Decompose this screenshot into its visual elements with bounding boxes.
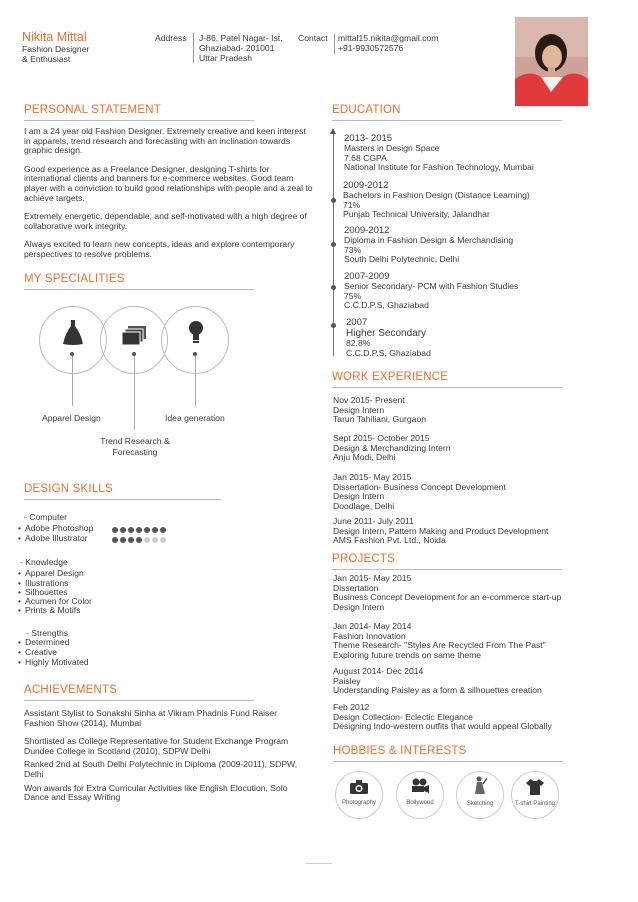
work-line: Dissertation- Business Concept Development	[333, 481, 506, 492]
education-entry	[346, 317, 431, 358]
rating-dot-empty	[144, 537, 150, 543]
address-label: Address	[155, 33, 187, 43]
work-line: Design Intern, Pattern Making and Product Development	[333, 525, 549, 536]
education-entry	[344, 133, 534, 173]
work-line: Nov 2015- Present	[333, 395, 405, 405]
education-line: South Delhi Polytechnic, Delhi	[344, 254, 460, 265]
address-block	[199, 33, 283, 63]
connector-line	[134, 356, 135, 430]
section-rule	[332, 120, 562, 121]
rating-dot-filled	[128, 527, 134, 533]
project-line: August 2014- Dec 2014	[333, 666, 424, 676]
strength-item: • Highly Motivated	[18, 657, 89, 667]
timeline-dot	[331, 285, 336, 290]
work-line: Sept 2015- October 2015	[333, 433, 430, 443]
contact-phone[interactable]: +91-9930572576	[338, 43, 404, 53]
education-line: 71%	[343, 199, 361, 210]
education-line: Punjab Technical University, Jalandhar	[343, 209, 490, 220]
project-entry	[333, 574, 561, 612]
timeline-dot	[331, 242, 336, 247]
sketching-icon	[473, 776, 487, 798]
profile-photo	[515, 17, 588, 106]
footer-rule	[306, 863, 332, 864]
skill-group-label: - Computer	[24, 512, 67, 522]
design-skills-title: DESIGN SKILLS	[24, 483, 113, 495]
camera-icon	[350, 780, 368, 796]
rating-dot-filled	[112, 537, 118, 543]
work-line: Doodlage, Delhi	[333, 500, 395, 511]
achievement-item: Assistant Stylist to Sonakshi Sinha at Vikram Phadnis Fund Raiser Fashion Show (2014), Mumbai	[24, 708, 277, 728]
work-experience-title: WORK EXPERIENCE	[332, 371, 449, 383]
skill-group-label: - Strengths	[26, 628, 69, 638]
address-line: Ghaziabad- 201001	[199, 43, 275, 53]
education-entry	[343, 180, 530, 220]
project-line: Exploring future trends on same theme	[333, 649, 482, 660]
speciality-label-idea: Idea generation	[165, 413, 225, 423]
rating-dot-filled	[160, 527, 166, 533]
education-entry	[344, 225, 513, 265]
work-line: June 2011- July 2011	[333, 516, 414, 526]
education-year: 2007-2009	[344, 271, 390, 282]
movie-camera-icon	[411, 778, 429, 796]
work-line: Design & Merchandizing Intern	[333, 442, 451, 453]
project-line: Feb 2012	[333, 702, 370, 712]
strength-item: • Creative	[18, 647, 57, 657]
rating-dot-filled	[136, 537, 142, 543]
knowledge-item: • Prints & Motifs	[18, 605, 80, 615]
timeline-arrow-icon	[330, 128, 336, 134]
education-line: Higher Secondary	[346, 328, 427, 339]
speciality-label-apparel: Apparel Design	[42, 413, 101, 423]
work-line: Jan 2015- May 2015	[333, 472, 412, 482]
contact-email[interactable]: mittal15.nikita@gmail.com	[338, 33, 439, 43]
project-entry	[333, 667, 542, 696]
rating-dot-filled	[120, 537, 126, 543]
statement-paragraph: Extremely energetic, dependable, and self-motivated with a high degree of collaborative work integrity.	[24, 211, 307, 231]
project-line: Designing Indo-western outfits that would appeal Globally	[333, 721, 552, 732]
project-entry	[333, 703, 552, 732]
education-year: 2009-2012	[344, 225, 390, 236]
knowledge-item: • Illustrations	[18, 578, 68, 588]
personal-statement-body	[24, 127, 314, 269]
section-rule	[332, 569, 562, 570]
skill-rating-photoshop	[112, 525, 168, 535]
candidate-name: Nikita Mittal	[22, 30, 87, 44]
statement-paragraph: Good experience as a Freelance Designer, designing T-shirts for international clients and banners for e-commerce websites. Good team player with a conviction to build good relationships with people and a zeal to achieve targets.	[24, 163, 313, 203]
hobby-label: Bollywood	[406, 800, 434, 806]
education-year: 2009-2012	[343, 180, 389, 191]
rating-dot-filled	[128, 537, 134, 543]
rating-dot-filled	[112, 527, 118, 533]
education-title: EDUCATION	[332, 104, 401, 116]
project-line: Design Intern	[333, 601, 385, 612]
section-rule	[332, 387, 562, 388]
skill-group-label: - Knowledge	[20, 557, 68, 567]
project-line: Fashion Innovation	[333, 630, 406, 641]
skill-name: • Adobe Illustrator	[18, 533, 88, 543]
education-line: C.C.D.P.S, Ghaziabad	[346, 347, 431, 358]
work-entry	[333, 396, 426, 425]
education-line: 7.68 CGPA	[344, 152, 387, 163]
section-rule	[333, 761, 563, 762]
achievement-item: Shortlisted as College Representative for Student Exchange Program Dundee College in Scotland (2010), SDPW Delhi	[24, 736, 289, 756]
work-entry	[333, 517, 548, 546]
education-line: C.C.D.P.S, Ghaziabad	[344, 300, 429, 311]
project-line: Business Concept Development for an e-commerce start-up	[333, 592, 562, 603]
knowledge-item: • Apparel Design	[18, 568, 84, 578]
education-line: 73%	[344, 244, 362, 255]
work-line: Design Intern	[333, 404, 385, 415]
section-rule	[24, 499, 221, 500]
hobby-label: T-shirt Painting	[514, 801, 556, 807]
rating-dot-filled	[136, 527, 142, 533]
specialities-title: MY SPECIALITIES	[24, 273, 125, 285]
project-line: Jan 2014- May 2014	[333, 621, 412, 631]
work-entry	[333, 473, 506, 511]
project-line: Dissertation	[333, 582, 379, 593]
skill-rating-illustrator	[112, 535, 168, 545]
address-line: J-86, Patel Nagar- Ist,	[199, 33, 283, 43]
dress-icon	[63, 320, 83, 348]
education-line: Masters in Design Space	[344, 143, 440, 153]
education-line: Diploma in Fashion Design & Merchandising	[344, 235, 514, 245]
section-rule	[24, 700, 254, 701]
contact-block	[338, 33, 438, 53]
layers-icon	[122, 326, 148, 348]
hobby-label: Photography	[341, 800, 377, 806]
statement-paragraph: Always excited to learn new concepts, ideas and explore contemporary perspectives to resolve problems.	[24, 239, 295, 259]
rating-dot-filled	[144, 527, 150, 533]
work-entry	[333, 434, 451, 463]
lightbulb-icon	[188, 320, 204, 346]
contact-divider	[334, 33, 335, 55]
rating-dot-filled	[120, 527, 126, 533]
project-line: Paisley	[333, 675, 361, 686]
knowledge-item: • Silhouettes	[18, 587, 68, 597]
personal-statement-title: PERSONAL STATEMENT	[24, 104, 161, 116]
project-line: Understanding Paisley as a form & silhouettes creation	[333, 685, 542, 696]
education-line: 82.8%	[346, 338, 371, 348]
education-line: Bachelors in Fashion Design (Distance Learning)	[343, 190, 530, 200]
statement-paragraph: I am a 24 year old Fashion Designer. Extremely creative and keen interest in apparels, trend research and forecasting with an inclination towards graphic design.	[24, 126, 306, 156]
project-entry	[333, 622, 546, 660]
candidate-tagline: Fashion Designer & Enthusiast	[22, 44, 90, 64]
education-year: 2007	[346, 317, 368, 328]
tshirt-icon	[526, 779, 544, 797]
contact-label: Contact	[298, 33, 328, 43]
hobbies-title: HOBBIES & INTERESTS	[333, 745, 467, 757]
education-year: 2013- 2015	[344, 133, 393, 144]
work-line: Anju Modi, Delhi	[333, 452, 396, 463]
rating-dot-empty	[160, 537, 166, 543]
education-line: Senior Secondary- PCM with Fashion Studies	[344, 281, 519, 291]
speciality-label-trend: Trend Research & Forecasting	[100, 436, 170, 457]
hobby-label: Sketching	[466, 801, 494, 807]
timeline-dot	[331, 323, 336, 328]
address-line: Uttar Pradesh	[199, 53, 253, 63]
projects-title: PROJECTS	[332, 553, 395, 565]
achievement-item: Ranked 2nd at South Delhi Polytechnic in Diploma (2009-2011), SDPW, Delhi	[24, 759, 298, 779]
rating-dot-filled	[152, 527, 158, 533]
education-line: 75%	[344, 290, 362, 301]
strength-item: • Determined	[18, 637, 69, 647]
timeline-dot	[331, 198, 336, 203]
skill-name: • Adobe Photoshop	[18, 523, 93, 533]
connector-line	[195, 356, 196, 406]
work-line: Design Intern	[333, 491, 385, 502]
achievements-list	[24, 709, 309, 812]
knowledge-item: • Acumen for Color	[18, 596, 92, 606]
achievement-item: Won awards for Extra Curricular Activities like English Elocution, Solo Dance and Essay Writing	[24, 782, 288, 803]
connector-line	[72, 356, 73, 406]
rating-dot-empty	[152, 537, 158, 543]
work-line: AMS Fashion Pvt. Ltd., Noida	[333, 535, 446, 546]
achievements-title: ACHIEVEMENTS	[24, 684, 118, 696]
project-line: Jan 2015- May 2015	[333, 573, 412, 583]
section-rule	[24, 289, 254, 290]
work-line: Tarun Tahiliani, Gurgaon	[333, 414, 426, 425]
section-rule	[24, 120, 254, 121]
project-line: Theme Research- "Styles Are Recycled From The Past"	[333, 640, 546, 651]
education-entry	[344, 271, 518, 311]
project-line: Design Collection- Eclectic Elegance	[333, 711, 473, 722]
address-divider	[193, 33, 194, 63]
education-line: National Institute for Fashion Technology, Mumbai	[344, 162, 534, 173]
